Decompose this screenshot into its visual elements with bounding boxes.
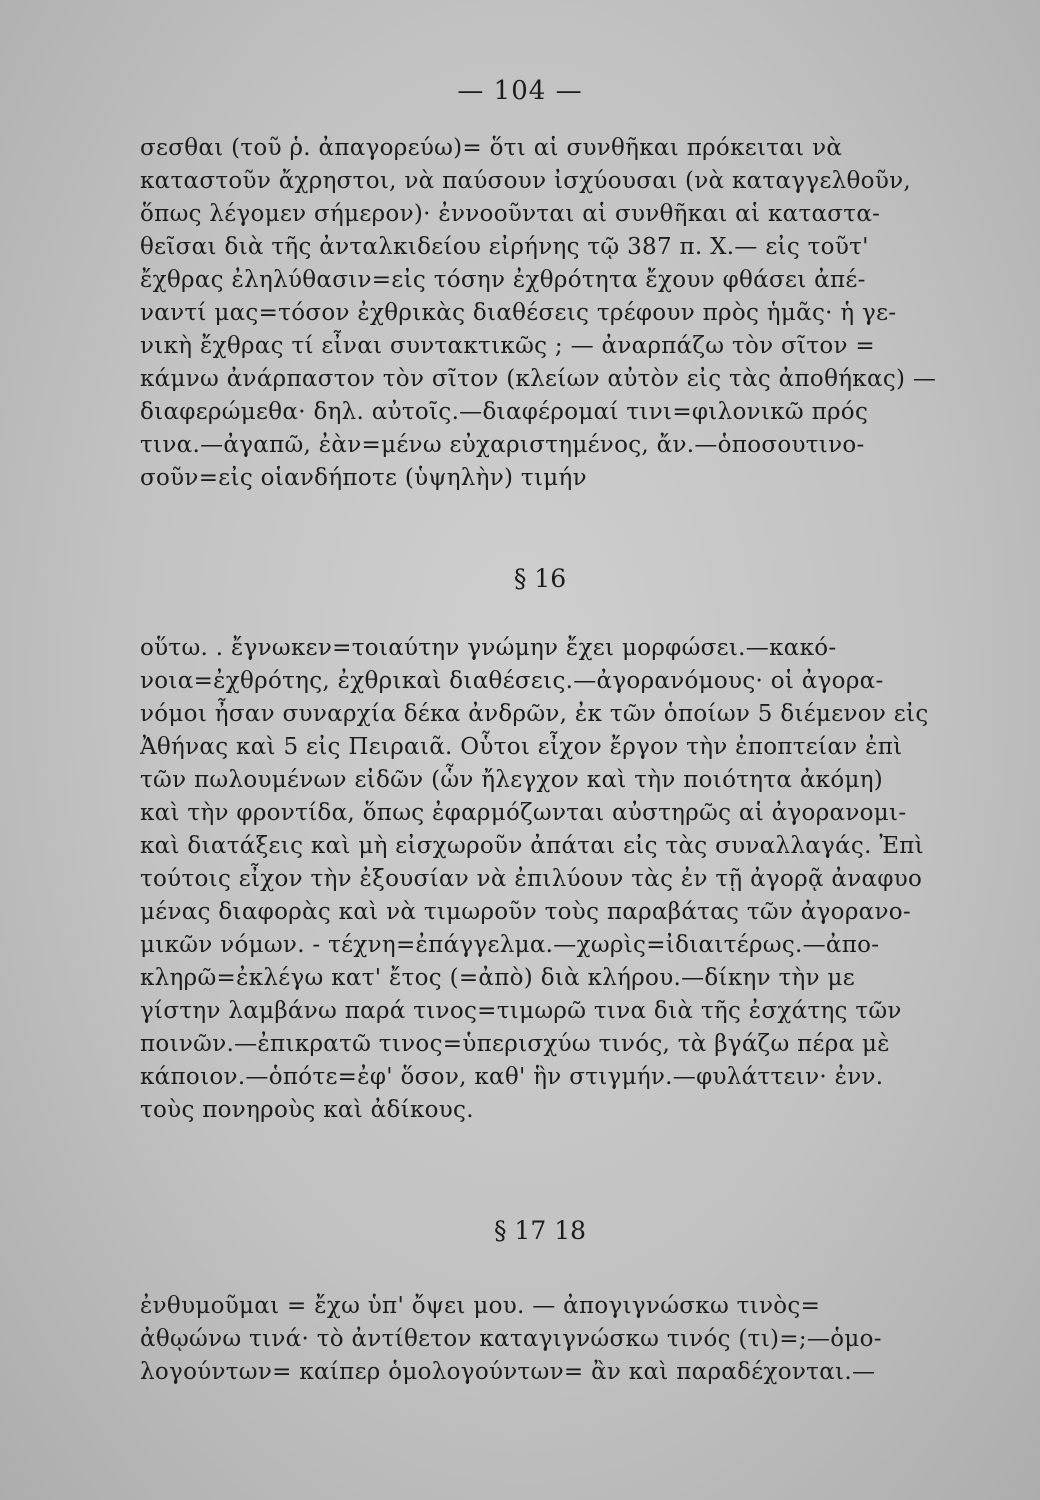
text-line: μένας διαφορὰς καὶ νὰ τιμωροῦν τοὺς παραβάτας τῶν ἀγορανο- [140,899,911,925]
section-heading-16: § 16 [513,564,567,593]
paragraph-1 [140,132,1010,495]
text-line: ποινῶν.—ἐπικρατῶ τινος=ὑπερισχύω τινός, τὰ βγάζω πέρα μὲ [140,1031,890,1057]
text-line: νικὴ ἔχθρας τί εἶναι συντακτικῶς ; — ἀναρπάζω τὸν σῖτον = [140,333,875,359]
text-line: Ἀθήνας καὶ 5 εἰς Πειραιᾶ. Οὗτοι εἶχον ἔργον τὴν ἐποπτείαν ἐπὶ [140,734,903,760]
text-line: θεῖσαι διὰ τῆς ἀνταλκιδείου εἰρήνης τῷ 387 π. Χ.— εἰς τοῦτ' [140,234,869,260]
text-line: οὕτω. . ἔγνωκεν=τοιαύτην γνώμην ἔχει μορφώσει.—κακό- [140,635,837,661]
text-line: κληρῶ=ἐκλέγω κατ' ἔτος (=ἀπὸ) διὰ κλήρου.—δίκην τὴν με [140,965,855,991]
text-line: νόμοι ἦσαν συναρχία δέκα ἀνδρῶν, ἐκ τῶν ὁποίων 5 διέμενον εἰς [140,701,929,727]
text-line: ἀθῳώνω τινά· τὸ ἀντίθετον καταγιγνώσκω τινός (τι)=;—ὁμο- [140,1326,882,1352]
text-line: ἐνθυμοῦμαι = ἔχω ὑπ' ὄψει μου. — ἀπογιγνώσκω τινὸς= [140,1293,821,1319]
text-line: τῶν πωλουμένων εἰδῶν (ὧν ἤλεγχον καὶ τὴν ποιότητα ἀκόμη) [140,767,884,793]
page-number: — 104 — [457,76,583,106]
text-line: νοια=ἐχθρότης, ἐχθρικαὶ διαθέσεις.—ἀγορανόμους· οἱ ἀγορα- [140,668,884,694]
text-line: σοῦν=εἰς οἱανδήποτε (ὑψηλὴν) τιμήν [140,465,587,491]
text-line: καὶ διατάξεις καὶ μὴ εἰσχωροῦν ἀπάται εἰς τὰς συναλλαγάς. Ἐπὶ [140,833,924,859]
text-line: τινα.—ἀγαπῶ, ἐὰν=μένω εὐχαριστημένος, ἄν.—ὁποσουτινο- [140,432,865,458]
text-line: ἔχθρας ἐληλύθασιν=εἰς τόσην ἐχθρότητα ἔχουν φθάσει ἀπέ- [140,267,866,293]
text-line: τοὺς πονηροὺς καὶ ἀδίκους. [140,1097,474,1123]
text-line: γίστην λαμβάνω παρά τινος=τιμωρῶ τινα διὰ τῆς ἐσχάτης τῶν [140,998,902,1024]
text-line: κάποιον.—ὁπότε=ἐφ' ὅσον, καθ' ἣν στιγμήν.—φυλάττειν· ἐνν. [140,1064,884,1090]
text-line: ναντί μας=τόσον ἐχθρικὰς διαθέσεις τρέφουν πρὸς ἡμᾶς· ἡ γε- [140,300,897,326]
text-line: καὶ τὴν φροντίδα, ὅπως ἐφαρμόζωνται αὐστηρῶς αἱ ἀγορανομι- [140,800,907,826]
text-line: σεσθαι (τοῦ ῥ. ἀπαγορεύω)= ὅτι αἱ συνθῆκαι πρόκειται νὰ [140,135,843,161]
text-line: καταστοῦν ἄχρηστοι, νὰ παύσουν ἰσχύουσαι (νὰ καταγγελθοῦν, [140,168,912,194]
text-line: ὅπως λέγομεν σήμερον)· ἐννοοῦνται αἱ συνθῆκαι αἱ καταστα- [140,201,881,227]
text-line: μικῶν νόμων. - τέχνη=ἐπάγγελμα.—χωρὶς=ἰδιαιτέρως.—ἀπο- [140,932,880,958]
text-line: λογούντων= καίπερ ὁμολογούντων= ἂν καὶ παραδέχονται.— [140,1359,876,1385]
paragraph-2 [140,632,1010,1127]
paragraph-3 [140,1290,1010,1389]
text-line: κάμνω ἀνάρπαστον τὸν σῖτον (κλείων αὐτὸν εἰς τὰς ἀποθήκας) — [140,366,937,392]
text-line: διαφερώμεθα· δηλ. αὐτοῖς.—διαφέρομαί τινι=φιλονικῶ πρός [140,399,869,425]
text-line: τούτοις εἶχον τὴν ἐξουσίαν νὰ ἐπιλύουν τὰς ἐν τῇ ἀγορᾷ ἀναφυο [140,866,923,892]
section-heading-17-18: § 17 18 [493,1216,587,1245]
